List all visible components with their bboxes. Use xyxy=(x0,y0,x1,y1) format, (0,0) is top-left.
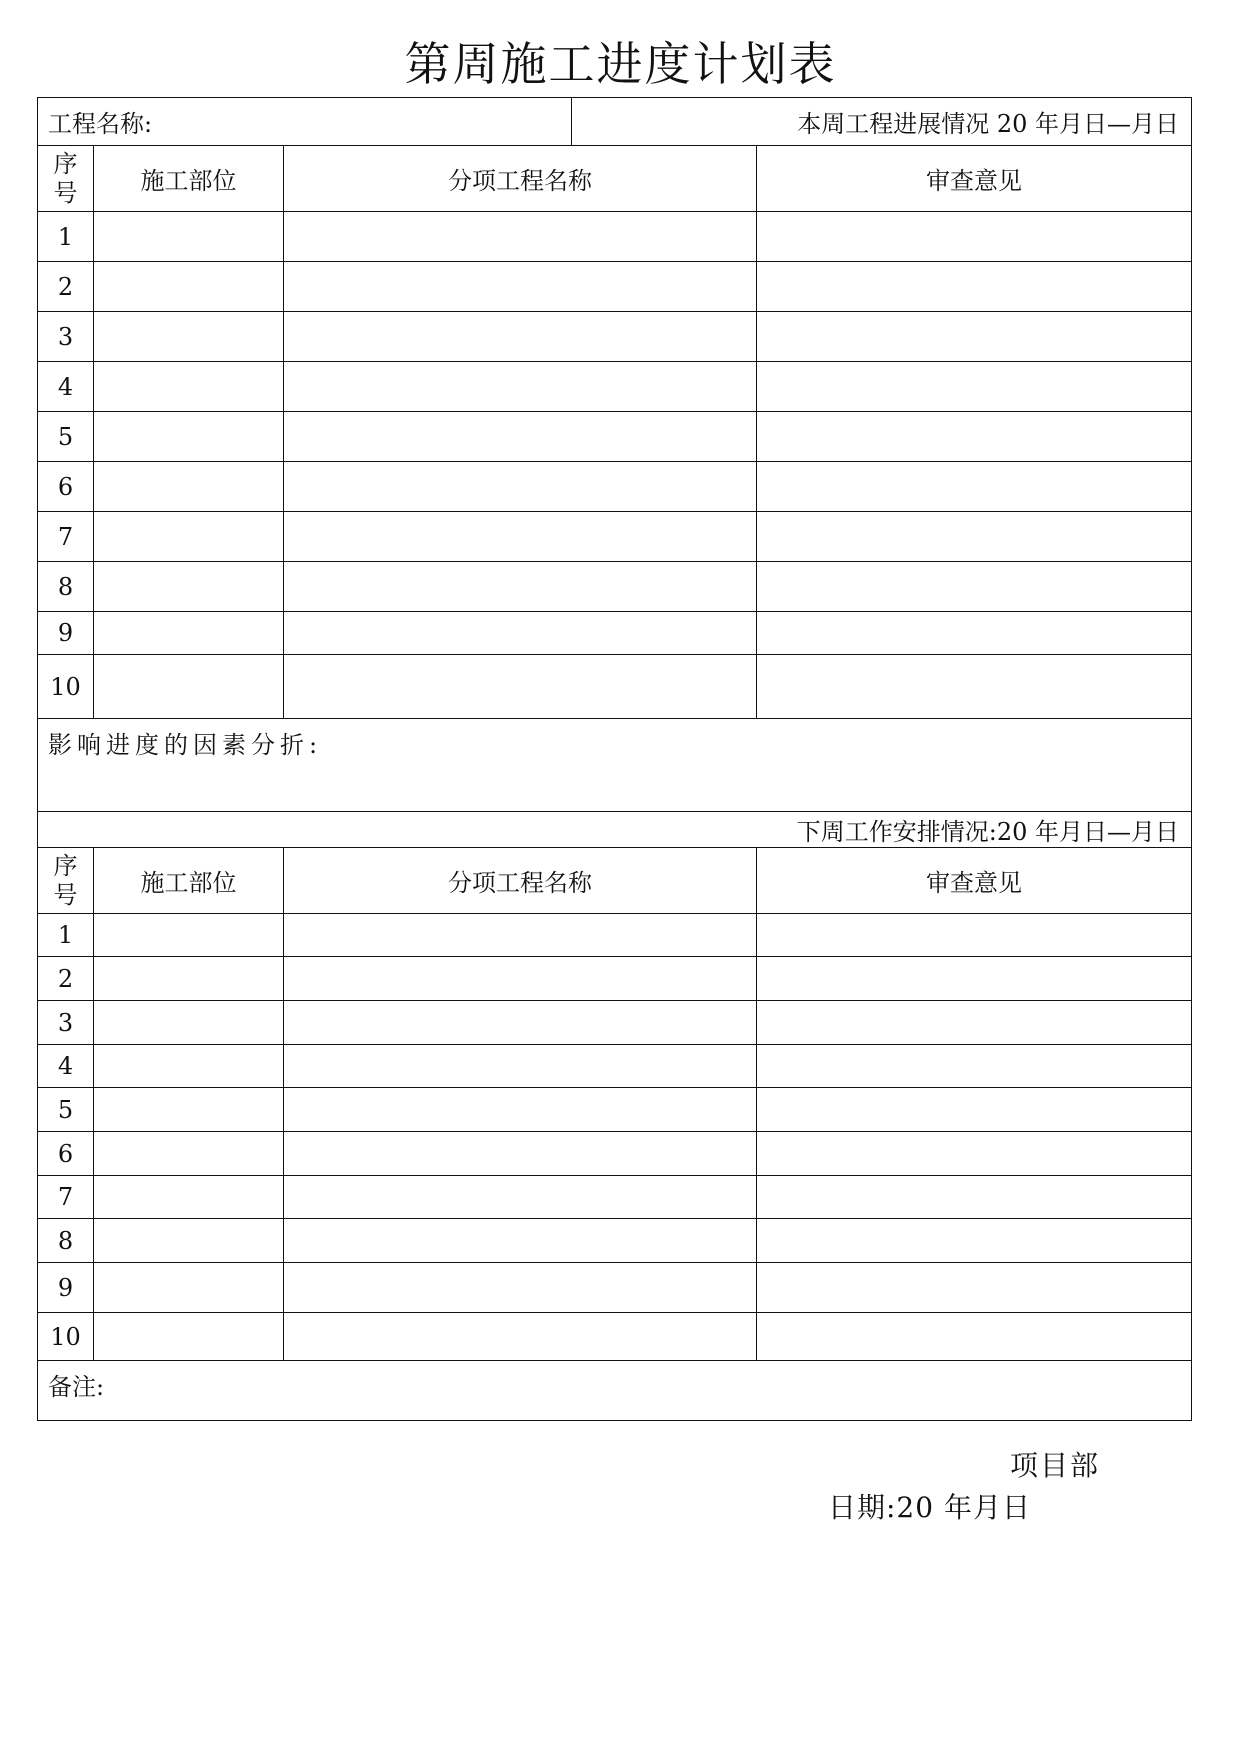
item-cell[interactable] xyxy=(284,312,757,362)
table-row xyxy=(38,612,1192,655)
item-cell[interactable] xyxy=(284,1001,757,1045)
row-number: 5 xyxy=(38,412,94,462)
review-cell[interactable] xyxy=(757,914,1192,957)
review-cell[interactable] xyxy=(757,612,1192,655)
review-cell[interactable] xyxy=(757,1132,1192,1176)
review-cell[interactable] xyxy=(757,562,1192,612)
item-cell[interactable] xyxy=(284,1132,757,1176)
header-row xyxy=(38,98,1192,146)
item-cell[interactable] xyxy=(284,362,757,412)
location-cell[interactable] xyxy=(94,914,284,957)
review-cell[interactable] xyxy=(757,1313,1192,1361)
factors-row xyxy=(38,719,1192,812)
location-cell[interactable] xyxy=(94,562,284,612)
table-row xyxy=(38,262,1192,312)
review-header: 审查意见 xyxy=(757,146,1192,212)
location-cell[interactable] xyxy=(94,612,284,655)
item-cell[interactable] xyxy=(284,1045,757,1088)
seq-header xyxy=(38,146,94,212)
review-cell[interactable] xyxy=(757,1263,1192,1313)
location-cell[interactable] xyxy=(94,412,284,462)
seq-header-line2: 号 xyxy=(53,880,78,909)
item-cell[interactable] xyxy=(284,1313,757,1361)
row-number: 7 xyxy=(38,1176,94,1219)
review-cell[interactable] xyxy=(757,312,1192,362)
seq-header-line1: 序 xyxy=(53,149,78,178)
current-week-rows xyxy=(38,212,1192,719)
footer-date-label: 日期:20 年月日 xyxy=(828,1491,1031,1524)
location-cell[interactable] xyxy=(94,362,284,412)
location-cell[interactable] xyxy=(94,212,284,262)
item-header: 分项工程名称 xyxy=(284,848,757,914)
location-cell[interactable] xyxy=(94,1132,284,1176)
project-name-label: 工程名称: xyxy=(48,110,153,138)
item-cell[interactable] xyxy=(284,262,757,312)
review-cell[interactable] xyxy=(757,957,1192,1001)
row-number: 2 xyxy=(38,957,94,1001)
seq-header xyxy=(38,848,94,914)
table-row xyxy=(38,1219,1192,1263)
next-week-rows xyxy=(38,914,1192,1361)
location-cell[interactable] xyxy=(94,1176,284,1219)
review-cell[interactable] xyxy=(757,362,1192,412)
table-row xyxy=(38,412,1192,462)
review-cell[interactable] xyxy=(757,655,1192,719)
review-cell[interactable] xyxy=(757,412,1192,462)
review-cell[interactable] xyxy=(757,512,1192,562)
item-cell[interactable] xyxy=(284,1263,757,1313)
review-cell[interactable] xyxy=(757,462,1192,512)
week-progress-cell xyxy=(572,98,1192,146)
table-row xyxy=(38,1263,1192,1313)
remarks-cell[interactable] xyxy=(38,1361,1192,1421)
location-cell[interactable] xyxy=(94,655,284,719)
row-number: 3 xyxy=(38,1001,94,1045)
item-cell[interactable] xyxy=(284,1088,757,1132)
row-number: 4 xyxy=(38,362,94,412)
row-number: 8 xyxy=(38,1219,94,1263)
location-cell[interactable] xyxy=(94,1263,284,1313)
seq-header-line2: 号 xyxy=(53,178,78,207)
location-header: 施工部位 xyxy=(94,146,284,212)
review-cell[interactable] xyxy=(757,262,1192,312)
row-number: 1 xyxy=(38,914,94,957)
week-progress-label: 本周工程进展情况 20 年月日—月日 xyxy=(797,110,1180,138)
location-cell[interactable] xyxy=(94,957,284,1001)
item-cell[interactable] xyxy=(284,512,757,562)
item-cell[interactable] xyxy=(284,412,757,462)
table-row xyxy=(38,1313,1192,1361)
item-cell[interactable] xyxy=(284,562,757,612)
column-header-row-current xyxy=(38,146,1192,212)
location-cell[interactable] xyxy=(94,312,284,362)
row-number: 4 xyxy=(38,1045,94,1088)
table-row xyxy=(38,1045,1192,1088)
seq-header-line1: 序 xyxy=(53,851,78,880)
item-cell[interactable] xyxy=(284,1219,757,1263)
table-row xyxy=(38,562,1192,612)
table-row xyxy=(38,512,1192,562)
item-cell[interactable] xyxy=(284,957,757,1001)
location-cell[interactable] xyxy=(94,1219,284,1263)
table-row xyxy=(38,914,1192,957)
row-number: 3 xyxy=(38,312,94,362)
row-number: 6 xyxy=(38,462,94,512)
review-cell[interactable] xyxy=(757,212,1192,262)
row-number: 9 xyxy=(38,612,94,655)
row-number: 5 xyxy=(38,1088,94,1132)
row-number: 9 xyxy=(38,1263,94,1313)
location-header: 施工部位 xyxy=(94,848,284,914)
table-row xyxy=(38,1176,1192,1219)
table-row xyxy=(38,462,1192,512)
table-row xyxy=(38,957,1192,1001)
location-cell[interactable] xyxy=(94,512,284,562)
review-cell[interactable] xyxy=(757,1045,1192,1088)
review-header: 审查意见 xyxy=(757,848,1192,914)
item-cell[interactable] xyxy=(284,212,757,262)
page-title: 第周施工进度计划表 xyxy=(404,37,837,91)
location-cell[interactable] xyxy=(94,1045,284,1088)
remarks-label: 备注: xyxy=(48,1373,105,1401)
next-week-row xyxy=(38,812,1192,848)
item-cell[interactable] xyxy=(284,612,757,655)
item-cell[interactable] xyxy=(284,914,757,957)
row-number: 8 xyxy=(38,562,94,612)
row-number: 10 xyxy=(38,1313,94,1361)
column-header-row-next xyxy=(38,848,1192,914)
item-cell[interactable] xyxy=(284,1176,757,1219)
item-cell[interactable] xyxy=(284,655,757,719)
location-cell[interactable] xyxy=(94,1313,284,1361)
table-row xyxy=(38,312,1192,362)
next-week-cell xyxy=(38,812,1192,848)
row-number: 7 xyxy=(38,512,94,562)
location-cell[interactable] xyxy=(94,1001,284,1045)
project-department-label: 项目部 xyxy=(1010,1449,1101,1482)
table-row xyxy=(38,1132,1192,1176)
project-name-cell[interactable] xyxy=(38,98,572,146)
review-cell[interactable] xyxy=(757,1001,1192,1045)
review-cell[interactable] xyxy=(757,1219,1192,1263)
factors-cell[interactable] xyxy=(38,719,1192,812)
location-cell[interactable] xyxy=(94,262,284,312)
row-number: 10 xyxy=(38,655,94,719)
table-row xyxy=(38,1088,1192,1132)
next-week-label: 下周工作安排情况:20 年月日—月日 xyxy=(796,818,1180,846)
table-row xyxy=(38,655,1192,719)
item-cell[interactable] xyxy=(284,462,757,512)
review-cell[interactable] xyxy=(757,1088,1192,1132)
location-cell[interactable] xyxy=(94,462,284,512)
row-number: 2 xyxy=(38,262,94,312)
progress-plan-table xyxy=(37,97,1192,1421)
table-row xyxy=(38,362,1192,412)
row-number: 6 xyxy=(38,1132,94,1176)
factors-label: 影响进度的因素分折: xyxy=(48,731,323,759)
table-row xyxy=(38,212,1192,262)
table-row xyxy=(38,1001,1192,1045)
row-number: 1 xyxy=(38,212,94,262)
location-cell[interactable] xyxy=(94,1088,284,1132)
review-cell[interactable] xyxy=(757,1176,1192,1219)
item-header: 分项工程名称 xyxy=(284,146,757,212)
remarks-row xyxy=(38,1361,1192,1421)
